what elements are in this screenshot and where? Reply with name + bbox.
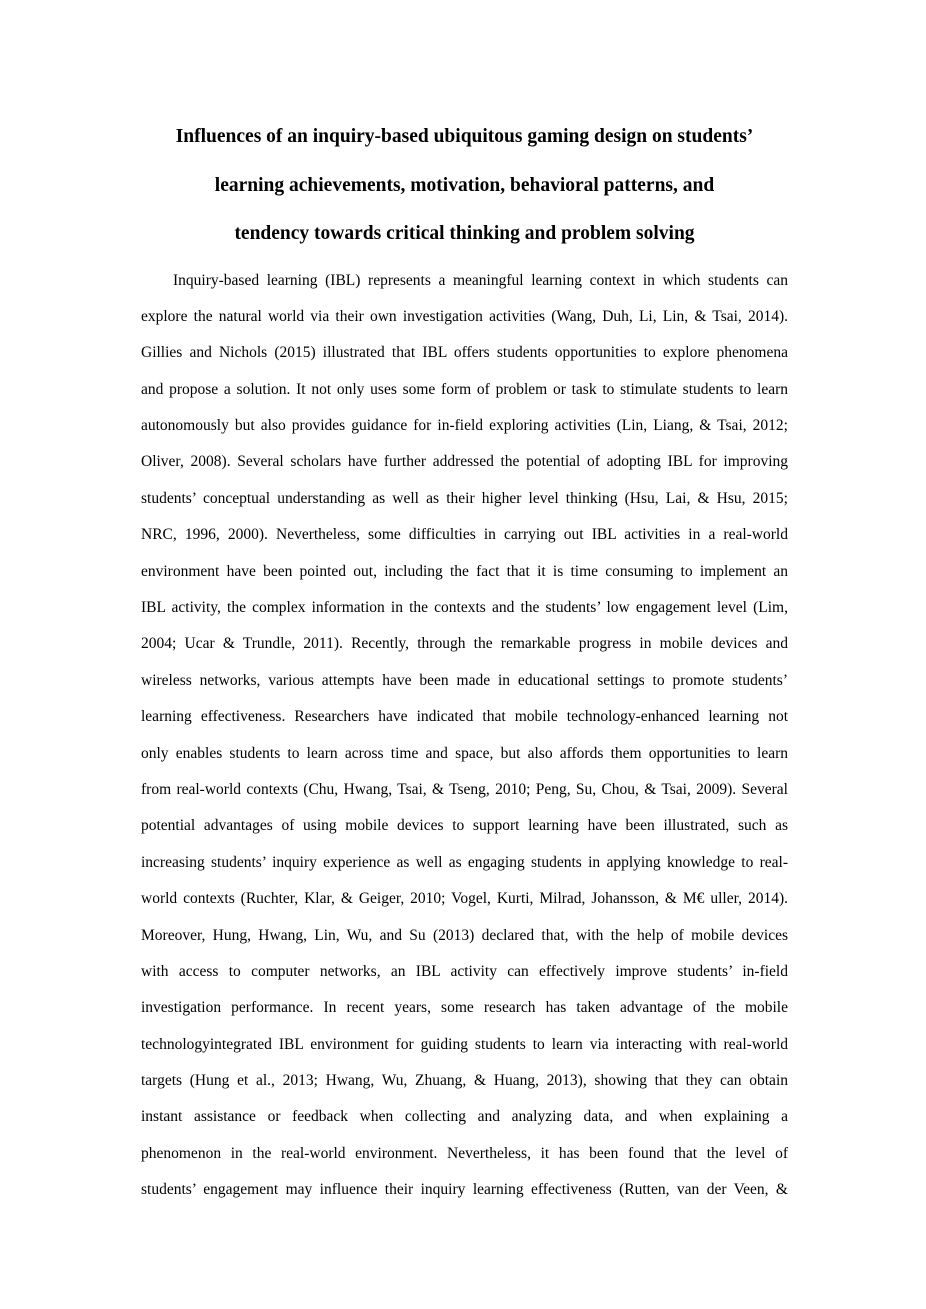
body-line: phenomenon in the real-world environment. Nevertheless, it has been found that the level of	[141, 1144, 788, 1162]
body-line: 2004; Ucar & Trundle, 2011). Recently, through the remarkable progress in mobile devices and	[141, 635, 788, 653]
body-line: investigation performance. In recent years, some research has taken advantage of the mobile	[141, 999, 788, 1017]
body-line: instant assistance or feedback when collecting and analyzing data, and when explaining a	[141, 1108, 788, 1126]
body-line: with access to computer networks, an IBL activity can effectively improve students’ in-field	[141, 962, 788, 980]
body-line: explore the natural world via their own investigation activities (Wang, Duh, Li, Lin, & Tsai, 2014).	[141, 307, 788, 325]
body-line: technologyintegrated IBL environment for guiding students to learn via interacting with real-world	[141, 1035, 788, 1053]
title-line-1: Influences of an inquiry-based ubiquitous gaming design on students’	[175, 126, 754, 147]
body-line: Inquiry-based learning (IBL) represents a meaningful learning context in which students can	[173, 271, 788, 289]
paper-title	[141, 113, 788, 259]
title-line-3: tendency towards critical thinking and problem solving	[234, 223, 695, 244]
body-paragraph	[141, 263, 788, 1209]
body-line: environment have been pointed out, including the fact that it is time consuming to implement an	[141, 562, 788, 580]
body-line: wireless networks, various attempts have been made in educational settings to promote students’	[141, 671, 788, 689]
body-line: only enables students to learn across time and space, but also affords them opportunities to learn	[141, 744, 788, 762]
body-line: from real-world contexts (Chu, Hwang, Tsai, & Tseng, 2010; Peng, Su, Chou, & Tsai, 2009). Several	[141, 780, 788, 798]
title-line-2: learning achievements, motivation, behavioral patterns, and	[214, 174, 715, 196]
body-line: students’ conceptual understanding as well as their higher level thinking (Hsu, Lai, & Hsu, 2015;	[141, 489, 788, 507]
document-page	[141, 113, 788, 1209]
body-line: world contexts (Ruchter, Klar, & Geiger, 2010; Vogel, Kurti, Milrad, Johansson, & M€ uller, 2014).	[141, 890, 788, 908]
body-line: autonomously but also provides guidance for in-field exploring activities (Lin, Liang, & Tsai, 2012;	[141, 417, 788, 435]
body-line: Gillies and Nichols (2015) illustrated that IBL offers students opportunities to explore phenomena	[141, 344, 788, 362]
body-line: IBL activity, the complex information in the contexts and the students’ low engagement level (Lim,	[141, 599, 788, 617]
body-line: Moreover, Hung, Hwang, Lin, Wu, and Su (2013) declared that, with the help of mobile devices	[141, 926, 788, 944]
body-line: targets (Hung et al., 2013; Hwang, Wu, Zhuang, & Huang, 2013), showing that they can obtain	[141, 1072, 788, 1090]
body-line: students’ engagement may influence their inquiry learning effectiveness (Rutten, van der Veen, &	[141, 1181, 788, 1199]
body-line: potential advantages of using mobile devices to support learning have been illustrated, such as	[141, 817, 788, 835]
body-line: NRC, 1996, 2000). Nevertheless, some difficulties in carrying out IBL activities in a real-world	[141, 526, 788, 544]
body-line: Oliver, 2008). Several scholars have further addressed the potential of adopting IBL for improving	[141, 453, 788, 471]
body-line: increasing students’ inquiry experience as well as engaging students in applying knowledge to real-	[141, 853, 788, 871]
body-line: learning effectiveness. Researchers have indicated that mobile technology-enhanced learning not	[141, 708, 788, 726]
body-line: and propose a solution. It not only uses some form of problem or task to stimulate students to learn	[141, 380, 788, 398]
